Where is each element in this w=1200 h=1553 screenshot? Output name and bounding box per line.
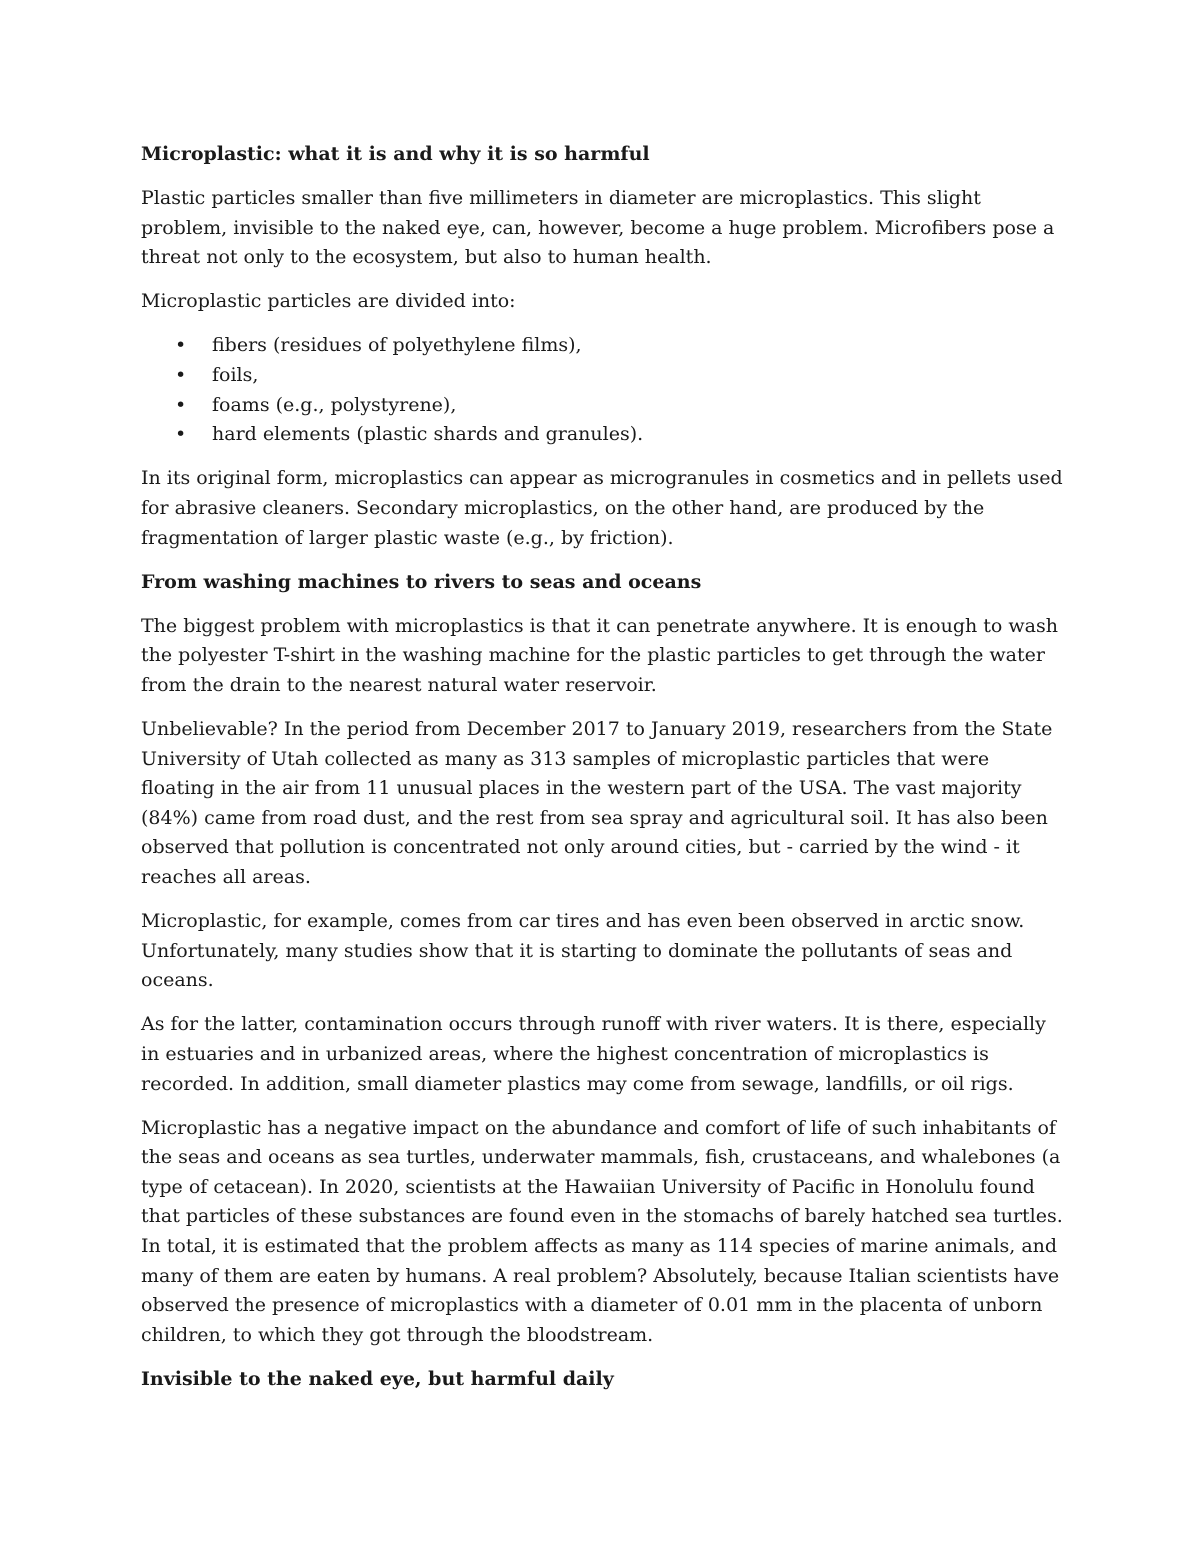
- washing-paragraph: The biggest problem with microplastics is that it can penetrate anywhere. It is enough to wash the polyester T-shirt in the washing machine for the plastic particles to get through the water from the drain to the nearest natural water reservoir.: [141, 614, 1058, 696]
- list-item-text: foils,: [212, 364, 259, 387]
- bullet-icon: •: [175, 334, 187, 357]
- list-item: [141, 331, 1066, 361]
- list-item-text: hard elements (plastic shards and granules).: [212, 423, 644, 446]
- section-heading-washing: From washing machines to rivers to seas and oceans: [141, 570, 702, 593]
- list-item-text: fibers (residues of polyethylene films),: [212, 334, 582, 357]
- bullet-icon: •: [175, 364, 187, 387]
- document-title: Microplastic: what it is and why it is so harmful: [141, 143, 650, 165]
- particle-types-list: [141, 331, 1066, 449]
- list-item: [141, 420, 1066, 450]
- marine-paragraph: Microplastic has a negative impact on the abundance and comfort of life of such inhabitants of the seas and oceans as sea turtles, underwater mammals, fish, crustaceans, and whalebones (a type of cetacean). In 2020, scientists at the Hawaiian University of Pacific in Honolulu found that particles of these substances are found even in the stomachs of barely hatched sea turtles. In total, it is estimated that the problem affects as many as 114 species of marine animals, and many of them are eaten by humans. A real problem? Absolutely, because Italian scientists have observed the presence of microplastics with a diameter of 0.01 mm in the placenta of unborn children, to which they got through the bloodstream.: [141, 1116, 1063, 1346]
- intro-paragraph: Plastic particles smaller than five millimeters in diameter are microplastics. This slight problem, invisible to the naked eye, can, however, become a huge problem. Microfibers pose a threat not only to the ecosystem, but also to human health.: [141, 187, 1055, 269]
- forms-paragraph: In its original form, microplastics can appear as microgranules in cosmetics and in pellets used for abrasive cleaners. Secondary microplastics, on the other hand, are produced by the fragmentation of larger plastic waste (e.g., by friction).: [141, 467, 1063, 549]
- bullet-icon: •: [175, 393, 187, 416]
- section-heading-invisible: Invisible to the naked eye, but harmful daily: [141, 1367, 614, 1390]
- document-page: [141, 140, 1066, 1409]
- rivers-paragraph: As for the latter, contamination occurs through runoff with river waters. It is there, especially in estuaries and in urbanized areas, where the highest concentration of microplastics is recorded. In addition, small diameter plastics may come from sewage, landfills, or oil rigs.: [141, 1013, 1046, 1095]
- tires-paragraph: Microplastic, for example, comes from car tires and has even been observed in arctic snow. Unfortunately, many studies show that it is starting to dominate the pollutants of seas and oceans.: [141, 910, 1025, 992]
- bullet-icon: •: [175, 423, 187, 446]
- list-item-text: foams (e.g., polystyrene),: [212, 393, 457, 416]
- list-item: [141, 361, 1066, 391]
- utah-paragraph: Unbelievable? In the period from December 2017 to January 2019, researchers from the State University of Utah collected as many as 313 samples of microplastic particles that were floating in the air from 11 unusual places in the western part of the USA. The vast majority (84%) came from road dust, and the rest from sea spray and agricultural soil. It has also been observed that pollution is concentrated not only around cities, but - carried by the wind - it reaches all areas.: [141, 718, 1053, 888]
- list-item: [141, 391, 1066, 421]
- list-intro: Microplastic particles are divided into:: [141, 290, 516, 313]
